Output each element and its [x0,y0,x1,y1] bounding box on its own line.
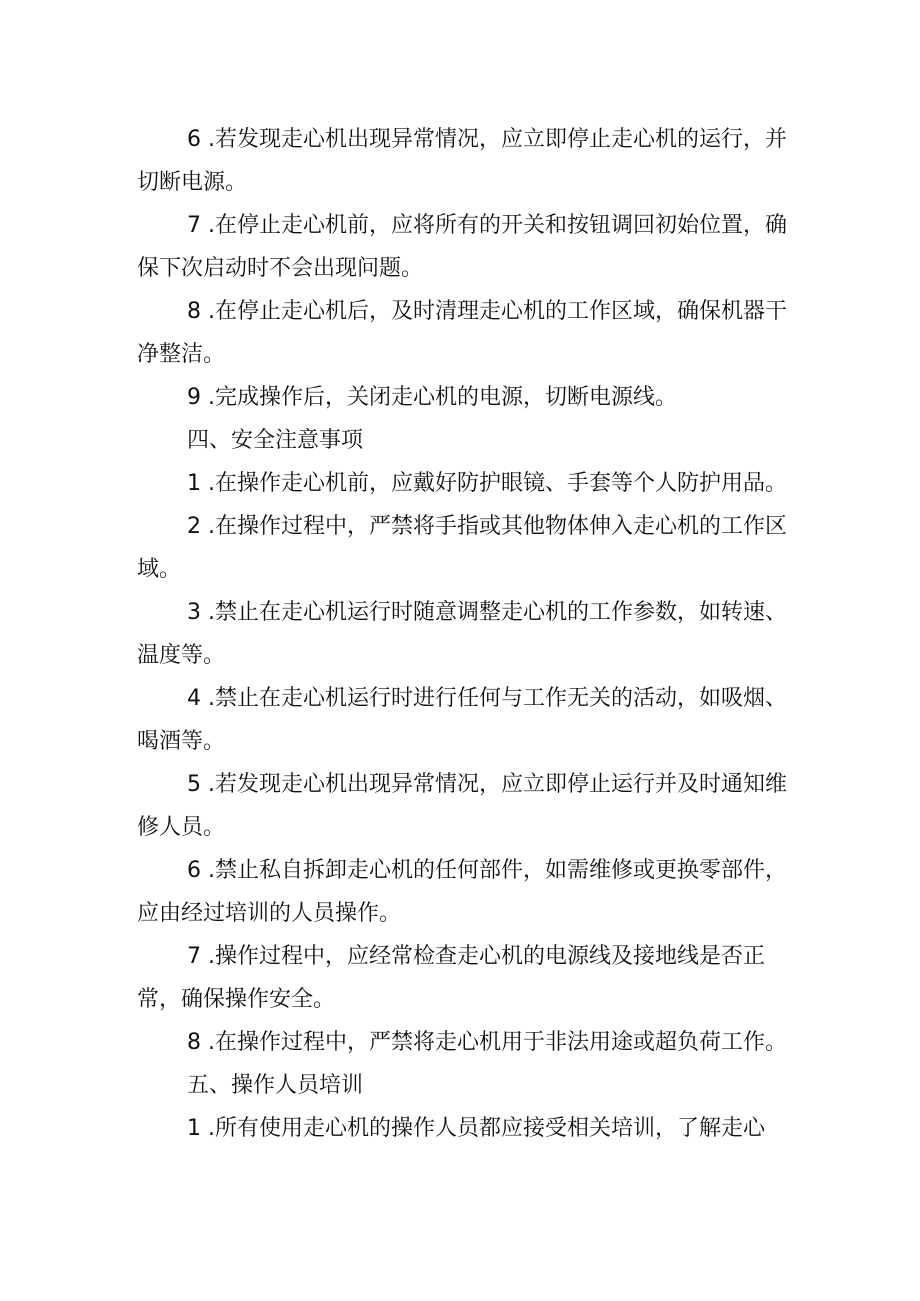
section-heading-training: 五、操作人员培训 [187,1073,364,1098]
paragraph-safety-6-no-disassembly: 6 .禁止私自拆卸走心机的任何部件，如需维修或更换零部件，应由经过培训的人员操作。 [137,858,787,926]
paragraph-item-9-power-off: 9 .完成操作后，关闭走心机的电源，切断电源线。 [187,385,677,410]
paragraph-safety-8-no-overload: 8 .在操作过程中，严禁将走心机用于非法用途或超负荷工作。 [187,1030,787,1055]
section-heading-safety: 四、安全注意事项 [187,428,364,453]
paragraph-safety-5-notify-repair: 5 .若发现走心机出现异常情况，应立即停止运行并及时通知维修人员。 [137,772,787,840]
paragraph-item-7-reset-switches: 7 .在停止走心机前，应将所有的开关和按钮调回初始位置，确保下次启动时不会出现问题。 [137,213,787,281]
paragraph-item-6-fault-stop: 6 .若发现走心机出现异常情况，应立即停止走心机的运行，并切断电源。 [137,127,787,195]
paragraph-item-8-clean-area: 8 .在停止走心机后，及时清理走心机的工作区域，确保机器干净整洁。 [137,299,787,367]
paragraph-safety-7-check-wiring: 7 .操作过程中，应经常检查走心机的电源线及接地线是否正常，确保操作安全。 [137,944,765,1012]
document-body [137,118,805,1150]
paragraph-safety-1-protective-gear: 1 .在操作走心机前，应戴好防护眼镜、手套等个人防护用品。 [187,471,787,496]
paragraph-training-1: 1 .所有使用走心机的操作人员都应接受相关培训，了解走心 [187,1116,765,1141]
paragraph-safety-2-no-fingers: 2 .在操作过程中，严禁将手指或其他物体伸入走心机的工作区域。 [137,514,787,582]
paragraph-safety-3-no-param-change: 3 .禁止在走心机运行时随意调整走心机的工作参数，如转速、温度等。 [137,600,787,668]
paragraph-safety-4-no-unrelated: 4 .禁止在走心机运行时进行任何与工作无关的活动，如吸烟、喝酒等。 [137,686,787,754]
